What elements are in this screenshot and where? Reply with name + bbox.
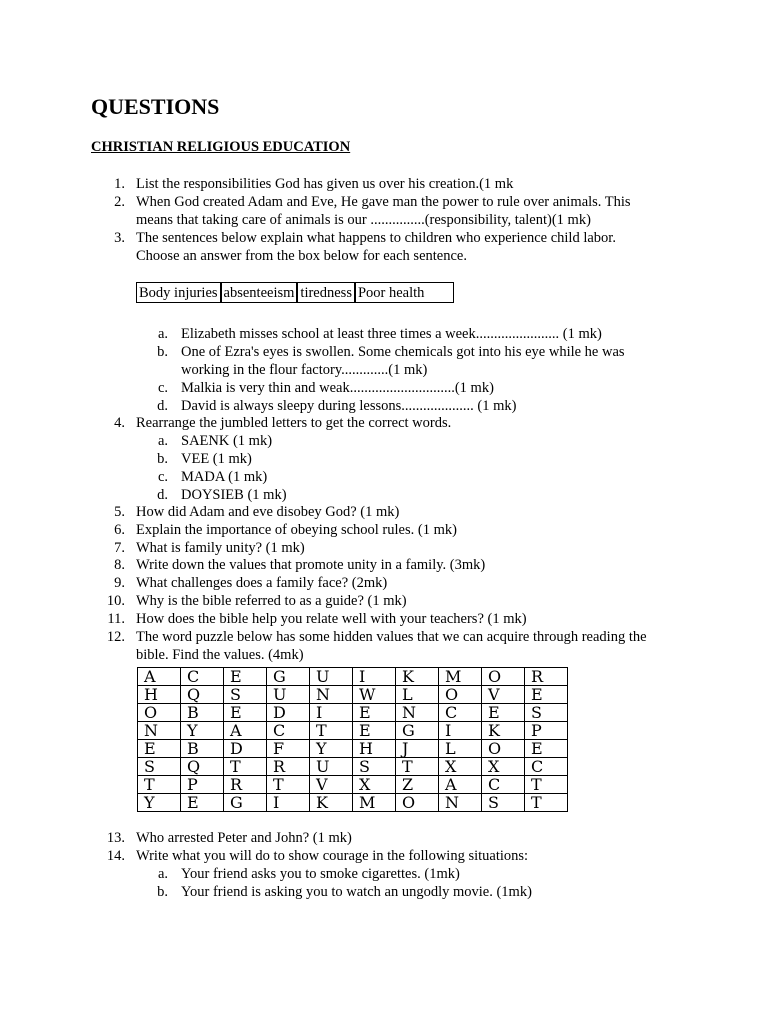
page-heading: QUESTIONS	[91, 94, 220, 119]
puzzle-cell: O	[439, 686, 482, 704]
puzzle-cell: S	[353, 758, 396, 776]
puzzle-cell: T	[525, 794, 568, 812]
puzzle-cell: S	[138, 758, 181, 776]
puzzle-cell: K	[396, 668, 439, 686]
question-number: 4.	[114, 415, 125, 431]
puzzle-cell: G	[224, 794, 267, 812]
puzzle-cell: U	[310, 758, 353, 776]
question-number: 13.	[106, 830, 125, 846]
puzzle-row	[138, 686, 568, 704]
question-text: Choose an answer from the box below for each sentence.	[136, 248, 467, 264]
sub-question-label: a.	[157, 433, 168, 449]
puzzle-cell: R	[525, 668, 568, 686]
puzzle-cell: Y	[310, 740, 353, 758]
puzzle-cell: M	[353, 794, 396, 812]
puzzle-cell: C	[482, 776, 525, 794]
puzzle-cell: Z	[396, 776, 439, 794]
puzzle-cell: A	[439, 776, 482, 794]
puzzle-cell: L	[396, 686, 439, 704]
puzzle-cell: D	[267, 704, 310, 722]
puzzle-cell: N	[310, 686, 353, 704]
puzzle-cell: O	[482, 740, 525, 758]
puzzle-cell: F	[267, 740, 310, 758]
puzzle-cell: C	[267, 722, 310, 740]
puzzle-cell: X	[439, 758, 482, 776]
subject-title: CHRISTIAN RELIGIOUS EDUCATION	[91, 139, 351, 155]
puzzle-cell: T	[310, 722, 353, 740]
question-number: 9.	[114, 575, 125, 591]
question-text: Write what you will do to show courage in the following situations:	[136, 848, 529, 864]
question-number: 14.	[106, 848, 125, 864]
puzzle-cell: L	[439, 740, 482, 758]
puzzle-cell: E	[482, 704, 525, 722]
puzzle-cell: Q	[181, 686, 224, 704]
puzzle-cell: Y	[138, 794, 181, 812]
sub-question-text: Your friend is asking you to watch an ungodly movie. (1mk)	[181, 884, 532, 900]
puzzle-cell: E	[525, 740, 568, 758]
sub-question-text: DOYSIEB (1 mk)	[181, 487, 287, 503]
word-box-item: Poor health	[357, 285, 425, 301]
question-number: 8.	[114, 557, 125, 573]
question-number: 11.	[107, 611, 125, 627]
puzzle-cell: V	[482, 686, 525, 704]
word-box-item: Body injuries	[137, 283, 222, 302]
puzzle-cell: H	[353, 740, 396, 758]
puzzle-row	[138, 758, 568, 776]
sub-question-text: Elizabeth misses school at least three times a week....................... (1 mk)	[181, 326, 602, 342]
question-number: 7.	[114, 540, 125, 556]
sub-question-label: b.	[157, 451, 168, 467]
question-number: 2.	[114, 194, 125, 210]
puzzle-cell: C	[525, 758, 568, 776]
puzzle-cell: D	[224, 740, 267, 758]
sub-question-label: a.	[157, 326, 168, 342]
puzzle-row	[138, 668, 568, 686]
question-text: Write down the values that promote unity in a family. (3mk)	[136, 557, 486, 573]
puzzle-row	[138, 794, 568, 812]
sub-question-text: working in the flour factory.............(1 mk)	[181, 362, 428, 378]
puzzle-cell: G	[396, 722, 439, 740]
puzzle-cell: Y	[181, 722, 224, 740]
puzzle-cell: E	[224, 704, 267, 722]
puzzle-cell: T	[525, 776, 568, 794]
question-number: 5.	[114, 504, 125, 520]
question-text: Why is the bible referred to as a guide? (1 mk)	[136, 593, 407, 609]
question-text: How did Adam and eve disobey God? (1 mk)	[136, 504, 400, 520]
word-box-item: tiredness	[298, 283, 356, 302]
sub-question-label: c.	[157, 469, 168, 485]
puzzle-cell: N	[396, 704, 439, 722]
puzzle-cell: N	[439, 794, 482, 812]
question-text: The sentences below explain what happens to children who experience child labor.	[136, 230, 616, 246]
question-text: bible. Find the values. (4mk)	[136, 647, 304, 663]
puzzle-cell: I	[439, 722, 482, 740]
puzzle-cell: X	[353, 776, 396, 794]
question-text: means that taking care of animals is our ...............(responsibility, talent)(1 mk)	[136, 212, 591, 228]
puzzle-cell: E	[353, 722, 396, 740]
puzzle-cell: M	[439, 668, 482, 686]
puzzle-cell: O	[138, 704, 181, 722]
puzzle-cell: C	[181, 668, 224, 686]
question-text: What challenges does a family face? (2mk)	[136, 575, 388, 591]
puzzle-cell: P	[525, 722, 568, 740]
question-text: Who arrested Peter and John? (1 mk)	[136, 830, 352, 846]
puzzle-cell: C	[439, 704, 482, 722]
puzzle-cell: H	[138, 686, 181, 704]
sub-question-text: VEE (1 mk)	[181, 451, 252, 467]
question-number: 12.	[106, 629, 125, 645]
question-number: 10.	[106, 593, 125, 609]
puzzle-cell: I	[310, 704, 353, 722]
puzzle-cell: O	[482, 668, 525, 686]
answer-word-box	[136, 282, 454, 303]
puzzle-row	[138, 722, 568, 740]
puzzle-cell: B	[181, 740, 224, 758]
puzzle-cell: E	[224, 668, 267, 686]
sub-question-text: One of Ezra's eyes is swollen. Some chemicals got into his eye while he was	[181, 344, 625, 360]
puzzle-cell: W	[353, 686, 396, 704]
puzzle-cell: I	[267, 794, 310, 812]
question-number: 6.	[114, 522, 125, 538]
puzzle-cell: P	[181, 776, 224, 794]
puzzle-cell: G	[267, 668, 310, 686]
puzzle-cell: A	[224, 722, 267, 740]
puzzle-cell: E	[181, 794, 224, 812]
puzzle-cell: R	[267, 758, 310, 776]
puzzle-cell: S	[224, 686, 267, 704]
question-text: Rearrange the jumbled letters to get the correct words.	[136, 415, 452, 431]
puzzle-cell: N	[138, 722, 181, 740]
puzzle-cell: S	[525, 704, 568, 722]
puzzle-cell: K	[482, 722, 525, 740]
puzzle-cell: K	[310, 794, 353, 812]
puzzle-cell: B	[181, 704, 224, 722]
sub-question-text: Your friend asks you to smoke cigarettes. (1mk)	[181, 866, 460, 882]
sub-question-text: David is always sleepy during lessons.................... (1 mk)	[181, 398, 517, 414]
word-puzzle-body	[138, 668, 568, 812]
puzzle-cell: T	[396, 758, 439, 776]
puzzle-row	[138, 704, 568, 722]
sub-question-label: d.	[157, 398, 168, 414]
question-text: When God created Adam and Eve, He gave man the power to rule over animals. This	[136, 194, 631, 210]
sub-question-label: a.	[157, 866, 168, 882]
puzzle-cell: I	[353, 668, 396, 686]
word-puzzle-grid	[137, 667, 568, 812]
question-number: 3.	[114, 230, 125, 246]
question-text: The word puzzle below has some hidden values that we can acquire through reading the	[136, 629, 647, 645]
sub-question-label: b.	[157, 884, 168, 900]
sub-question-text: SAENK (1 mk)	[181, 433, 273, 449]
puzzle-cell: E	[525, 686, 568, 704]
question-text: What is family unity? (1 mk)	[136, 540, 305, 556]
question-text: List the responsibilities God has given us over his creation.(1 mk	[136, 176, 514, 192]
puzzle-cell: Q	[181, 758, 224, 776]
puzzle-cell: T	[267, 776, 310, 794]
word-box-item: absenteeism	[222, 283, 299, 302]
sub-question-label: b.	[157, 344, 168, 360]
puzzle-cell: E	[138, 740, 181, 758]
question-text: Explain the importance of obeying school rules. (1 mk)	[136, 522, 457, 538]
puzzle-cell: E	[353, 704, 396, 722]
question-number: 1.	[114, 176, 125, 192]
puzzle-row	[138, 740, 568, 758]
question-text: How does the bible help you relate well with your teachers? (1 mk)	[136, 611, 527, 627]
puzzle-cell: R	[224, 776, 267, 794]
sub-question-label: d.	[157, 487, 168, 503]
puzzle-cell: J	[396, 740, 439, 758]
puzzle-cell: A	[138, 668, 181, 686]
puzzle-cell: X	[482, 758, 525, 776]
puzzle-cell: O	[396, 794, 439, 812]
puzzle-cell: T	[138, 776, 181, 794]
puzzle-cell: U	[310, 668, 353, 686]
puzzle-cell: S	[482, 794, 525, 812]
sub-question-text: Malkia is very thin and weak.............................(1 mk)	[181, 380, 494, 396]
puzzle-cell: U	[267, 686, 310, 704]
puzzle-cell: T	[224, 758, 267, 776]
sub-question-label: c.	[157, 380, 168, 396]
puzzle-cell: V	[310, 776, 353, 794]
sub-question-text: MADA (1 mk)	[181, 469, 268, 485]
puzzle-row	[138, 776, 568, 794]
